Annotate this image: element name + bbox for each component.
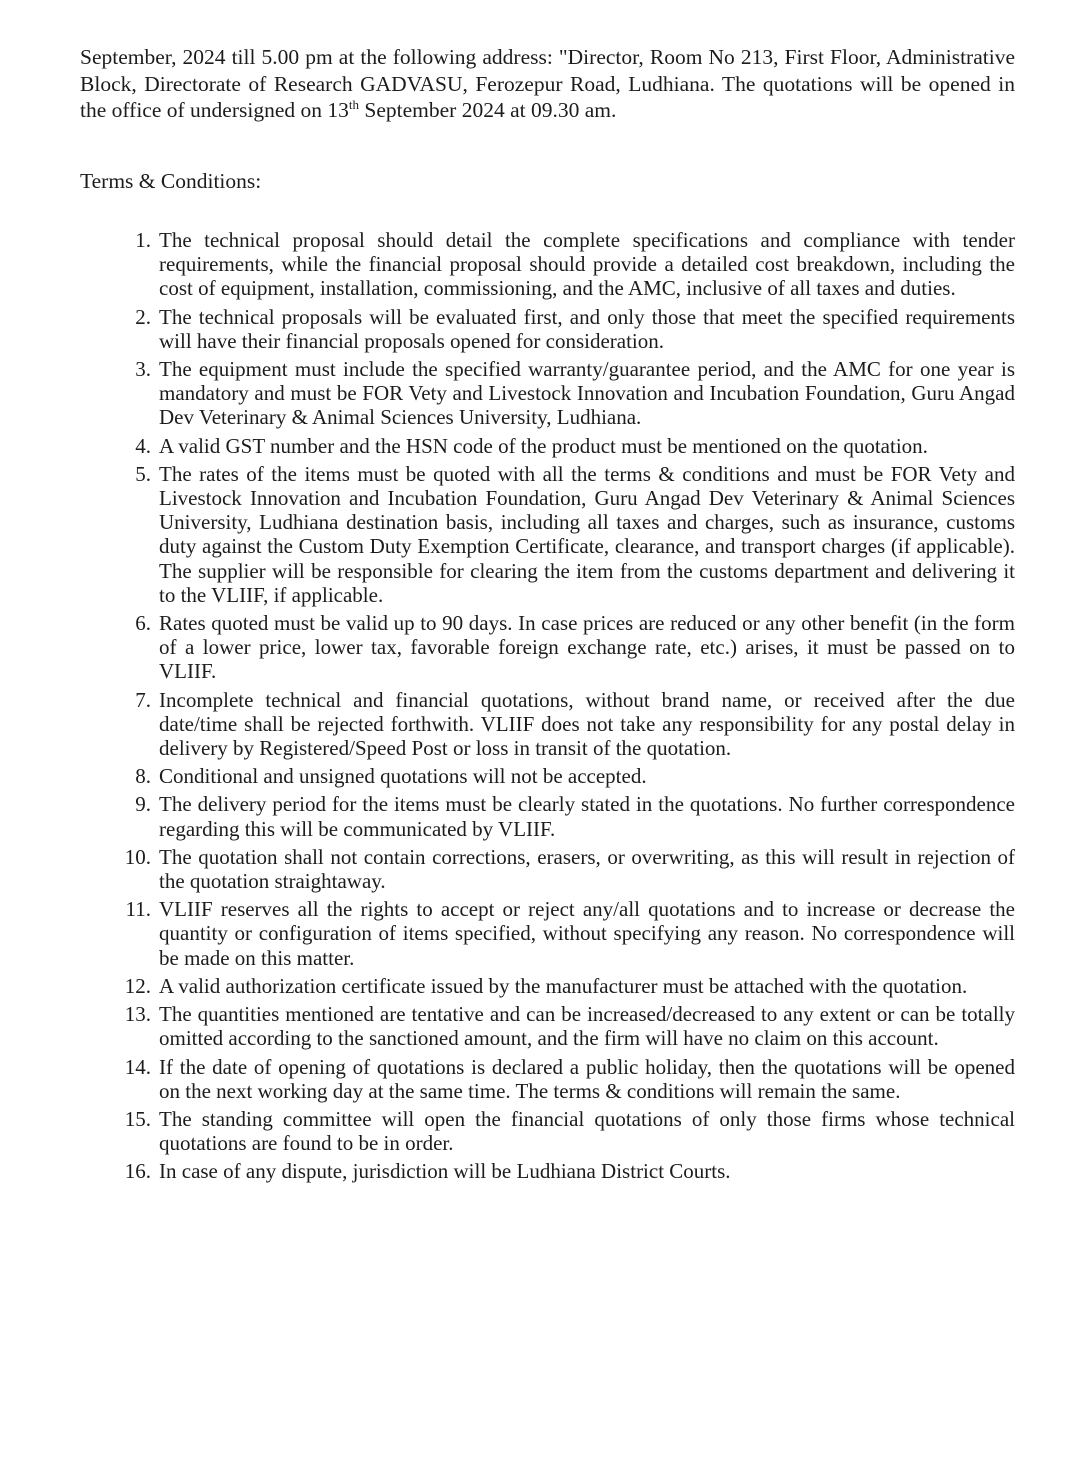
term-item xyxy=(105,305,1015,353)
term-number: 16. xyxy=(124,1159,151,1184)
term-text: The quotation shall not contain corrections, erasers, or overwriting, as this will result in rejection of the quotation straightaway. xyxy=(159,844,1015,894)
term-number: 4. xyxy=(135,433,151,458)
term-text: A valid authorization certificate issued by the manufacturer must be attached with the quotation. xyxy=(159,973,968,998)
term-text: Conditional and unsigned quotations will not be accepted. xyxy=(159,764,647,789)
term-text: VLIIF reserves all the rights to accept or reject any/all quotations and to increase or decrease the quantity or configuration of items specified, without specifying any reason. No correspondence will be made on this matter. xyxy=(159,897,1015,970)
term-number: 10. xyxy=(124,844,151,869)
term-item xyxy=(105,1107,1015,1155)
term-item xyxy=(105,1055,1015,1103)
term-item xyxy=(105,764,1015,788)
term-text: The quantities mentioned are tentative and can be increased/decreased to any extent or can be totally omitted according to the sanctioned amount, and the firm will have no claim on this account. xyxy=(159,1002,1015,1051)
term-number: 14. xyxy=(124,1054,151,1079)
term-number: 1. xyxy=(135,228,151,252)
terms-list xyxy=(105,228,1015,1188)
term-number: 13. xyxy=(124,1002,151,1027)
term-item xyxy=(105,1002,1015,1050)
terms-heading: Terms & Conditions: xyxy=(80,169,262,193)
term-text: Incomplete technical and financial quotations, without brand name, or received after the due date/time shall be rejected forthwith. VLIIF does not take any responsibility for any postal delay in delivery by Registered/Speed Post or loss in transit of the quotation. xyxy=(159,687,1015,761)
ordinal-suffix: th xyxy=(348,96,360,112)
term-item xyxy=(105,974,1015,998)
term-text: The technical proposals will be evaluated first, and only those that meet the specified requirements will have their financial proposals opened for consideration. xyxy=(159,304,1015,353)
term-number: 2. xyxy=(135,304,151,329)
term-item xyxy=(105,897,1015,970)
term-number: 6. xyxy=(135,611,151,636)
term-number: 15. xyxy=(124,1106,151,1131)
term-text: If the date of opening of quotations is declared a public holiday, then the quotations will be opened on the next working day at the same time. The terms & conditions will remain the same. xyxy=(159,1054,1015,1103)
term-item xyxy=(105,357,1015,430)
term-item xyxy=(105,611,1015,684)
term-text: The delivery period for the items must be clearly stated in the quotations. No further correspondence regarding this will be communicated by VLIIF. xyxy=(159,792,1015,841)
term-text: In case of any dispute, jurisdiction will be Ludhiana District Courts. xyxy=(159,1159,731,1184)
term-item xyxy=(105,792,1015,840)
term-number: 7. xyxy=(135,687,151,712)
term-text: A valid GST number and the HSN code of the product must be mentioned on the quotation. xyxy=(159,433,928,458)
term-number: 3. xyxy=(135,357,151,382)
term-number: 8. xyxy=(135,764,151,789)
term-item xyxy=(105,462,1015,607)
term-text: The equipment must include the specified warranty/guarantee period, and the AMC for one year is mandatory and must be FOR Vety and Livestock Innovation and Incubation Foundation, Guru Angad Dev Veterinary & Animal Sciences University, Ludhiana. xyxy=(159,357,1015,430)
term-number: 11. xyxy=(125,897,151,922)
term-number: 12. xyxy=(124,973,151,998)
term-item xyxy=(105,228,1015,301)
term-item xyxy=(105,434,1015,458)
term-number: 9. xyxy=(135,792,151,817)
term-item xyxy=(105,1159,1015,1183)
intro-text: September, 2024 till 5.00 pm at the following address: "Director, Room No 213, First Floor, Administrative Block, Directorate of Research GADVASU, Ferozepur Road, Ludhiana. The quotations will be opened in the office of undersigned on 13 xyxy=(80,45,1015,122)
term-item xyxy=(105,688,1015,761)
term-text: The technical proposal should detail the complete specifications and compliance with tender requirements, while the financial proposal should provide a detailed cost breakdown, including the cost of equipment, installation, commissioning, and the AMC, inclusive of all taxes and duties. xyxy=(159,228,1015,301)
term-item xyxy=(105,845,1015,893)
intro-text-end: September 2024 at 09.30 am. xyxy=(359,98,617,122)
term-text: The rates of the items must be quoted with all the terms & conditions and must be FOR Vety and Livestock Innovation and Incubation Foundation, Guru Angad Dev Veterinary & Animal Sciences University, Ludhiana destination basis, including all taxes and charges, such as insurance, customs duty against the Custom Duty Exemption Certificate, clearance, and transport charges (if applicable). The supplier will be responsible for clearing the item from the customs department and delivering it to the VLIIF, if applicable. xyxy=(159,461,1015,607)
term-number: 5. xyxy=(135,461,151,486)
intro-paragraph xyxy=(80,44,1015,124)
term-text: The standing committee will open the financial quotations of only those firms whose technical quotations are found to be in order. xyxy=(159,1106,1015,1156)
term-text: Rates quoted must be valid up to 90 days. In case prices are reduced or any other benefit (in the form of a lower price, lower tax, favorable foreign exchange rate, etc.) arises, it must be passed on to VLIIF. xyxy=(159,611,1015,684)
